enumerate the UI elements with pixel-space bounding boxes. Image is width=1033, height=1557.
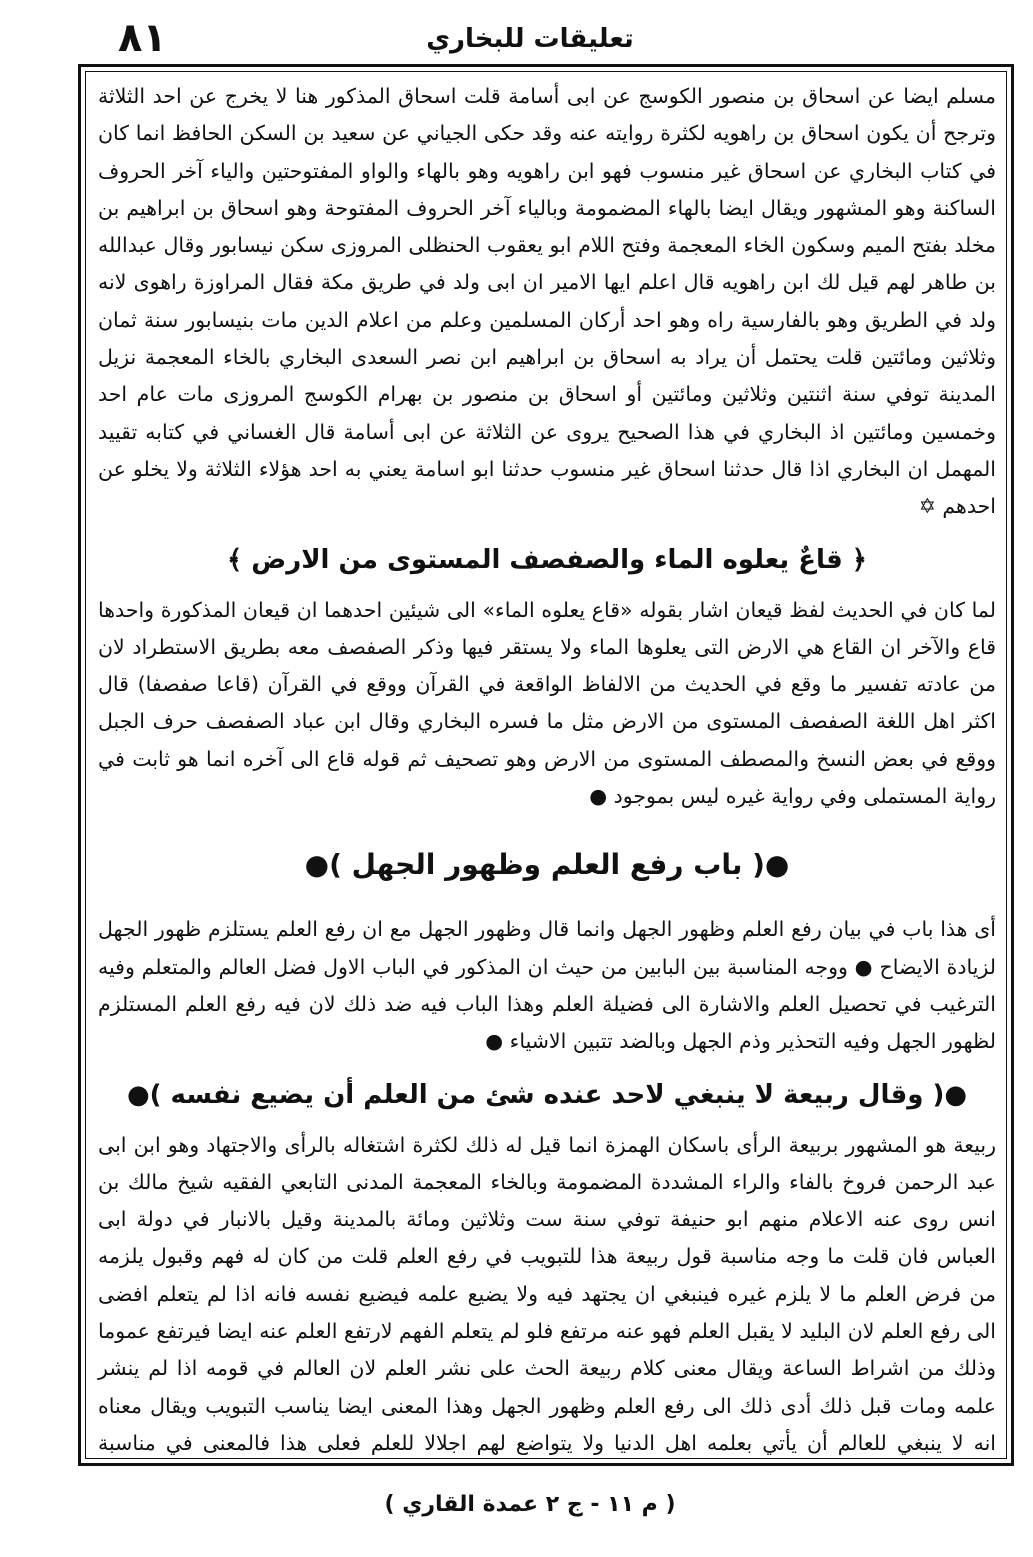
paragraph-chapter-commentary: أى هذا باب في بيان رفع العلم وظهور الجهل وانما قال وظهور الجهل مع ان رفع العلم يستلزم ظهور الجهل لزيادة الايضاح ● ووجه المناسبة بين البابين من حيث ان المذكور في الباب الاول فضل العالم والمتعلم وفيه الترغيب في تحصيل العلم والاشارة الى فضيلة العلم وهذا الباب فيه ضد ذلك لان فيه رفع العلم المستلزم لظهور الجهل وفيه التحذير وذم الجهل وبالضد تتبين الاشياء ● xyxy=(98,917,996,1054)
section-heading-rabia: ●( وقال ربيعة لا ينبغي لاحد عنده شئ من العلم أن يضيع نفسه )● xyxy=(126,1079,968,1110)
page-number: ٨١ xyxy=(118,15,167,61)
running-head: تعليقات للبخاري xyxy=(426,24,634,54)
paragraph-qaa-commentary: لما كان في الحديث لفظ قيعان اشار بقوله «قاع يعلوه الماء» الى شيئين احدهما ان قيعان المذكورة واحدها قاع والآخر ان القاع هي الارض التى يعلوها الماء ولا يستقر فيها وذكر الصفصف معه بطريق الاستطراد لان من عادته تفسير ما وقع في الحديث من الالفاظ الواقعة في القرآن ووقع في القرآن (قاعا صفصفا) قال اكثر اهل اللغة الصفصف المستوى من الارض مثل ما فسره البخاري وقال ابن عباد الصفصف حرف الجبل ووقع في بعض النسخ والمصطف المستوى من الارض وهو تصحيف ثم قوله قاع الى آخره انما هو ثابت في رواية المستملى وفي رواية غيره ليس بموجود ● xyxy=(98,597,996,809)
chapter-title-raf-al-ilm: ●( باب رفع العلم وظهور الجهل )● xyxy=(304,848,790,882)
section-heading-qaa: ﴿ قاعٌ يعلوه الماء والصفصف المستوى من الارض ﴾ xyxy=(226,544,868,575)
page-body xyxy=(92,78,1002,1458)
paragraph-isnad: مسلم ايضا عن اسحاق بن منصور الكوسج عن ابى أسامة قلت اسحاق المذكور هنا لا يخرج عن احد الثلاثة وترجح أن يكون اسحاق بن راهويه لكثرة روايته عنه وقد حكى الجياني عن سعيد بن السكن الحافظ انما كان في كتاب البخاري عن اسحاق غير منسوب فهو ابن راهويه وهو بالهاء والواو المفتوحتين والياء آخر الحروف الساكنة وهو المشهور ويقال ايضا بالهاء المضمومة وبالياء آخر الحروف المفتوحة وهو اسحاق بن ابراهيم بن مخلد بفتح الميم وسكون الخاء المعجمة وفتح اللام ابو يعقوب الحنظلى المروزى سكن نيسابور وقال عبدالله بن طاهر لهم قيل لك ابن راهويه قال اعلم ايها الامير ان ابى ولد في طريق مكة فقال المراوزة راهوى لانه ولد في الطريق وهو بالفارسية راه وهو احد أركان المسلمين وعلم من اعلام الدين مات بنيسابور سنة ثمان وثلاثين ومائتين قلت يحتمل أن يراد به اسحاق بن ابراهيم ابن نصر السعدى البخاري بالخاء المعجمة نزيل المدينة توفي سنة اثنتين وثلاثين ومائتين أو اسحاق بن منصور بن بهرام الكوسج المروزى مات عام احد وخمسين ومائتين اذ البخاري في هذا الصحيح يروى عن الثلاثة عن ابى أسامة قال الغساني في كتابه تقييد المهمل ان البخاري اذا قال حدثنا اسحاق غير منسوب حدثنا ابو اسامة يعني به احد هؤلاء الثلاثة ولا يخلو عن احدهم ✡ xyxy=(98,84,996,519)
signature-mark: ( م ١١ - ج ٢ عمدة القاري ) xyxy=(384,1492,676,1517)
paragraph-rabia-commentary: ربيعة هو المشهور بربيعة الرأى باسكان الهمزة انما قيل له ذلك لكثرة اشتغاله بالرأى والاجتهاد وهو ابن ابى عبد الرحمن فروخ بالفاء والراء المشددة المضمومة وبالخاء المعجمة المدنى التابعي الفقيه شيخ مالك بن انس روى عنه الاعلام منهم ابو حنيفة توفي سنة ست وثلاثين ومائة بالمدينة وقيل بالانبار في دولة ابى العباس فان قلت ما وجه مناسبة قول ربيعة هذا للتبويب في رفع العلم قلت من كان له فهم وقبول يلزمه من فرض العلم ما لا يلزم غيره فينبغي ان يجتهد فيه ولا يضيع علمه فيضيع نفسه فانه اذا لم يتعلم افضى الى رفع العلم لان البليد لا يقبل العلم فهو عنه مرتفع فلو لم يتعلم الفهم لارتفع العلم عنه ايضا فيرتفع عموما وذلك من اشراط الساعة ويقال معنى كلام ربيعة الحث على نشر العلم لان العالم في قومه اذا لم ينشر علمه ومات قبل ذلك أدى ذلك الى رفع العلم وظهور الجهل وهذا المعنى ايضا يناسب التبويب ويقال معناه انه لا ينبغي للعالم أن يأتي بعلمه اهل الدنيا ولا يتواضع لهم اجلالا للعلم فعلى هذا فالمعنى في مناسبة xyxy=(98,1132,996,1455)
